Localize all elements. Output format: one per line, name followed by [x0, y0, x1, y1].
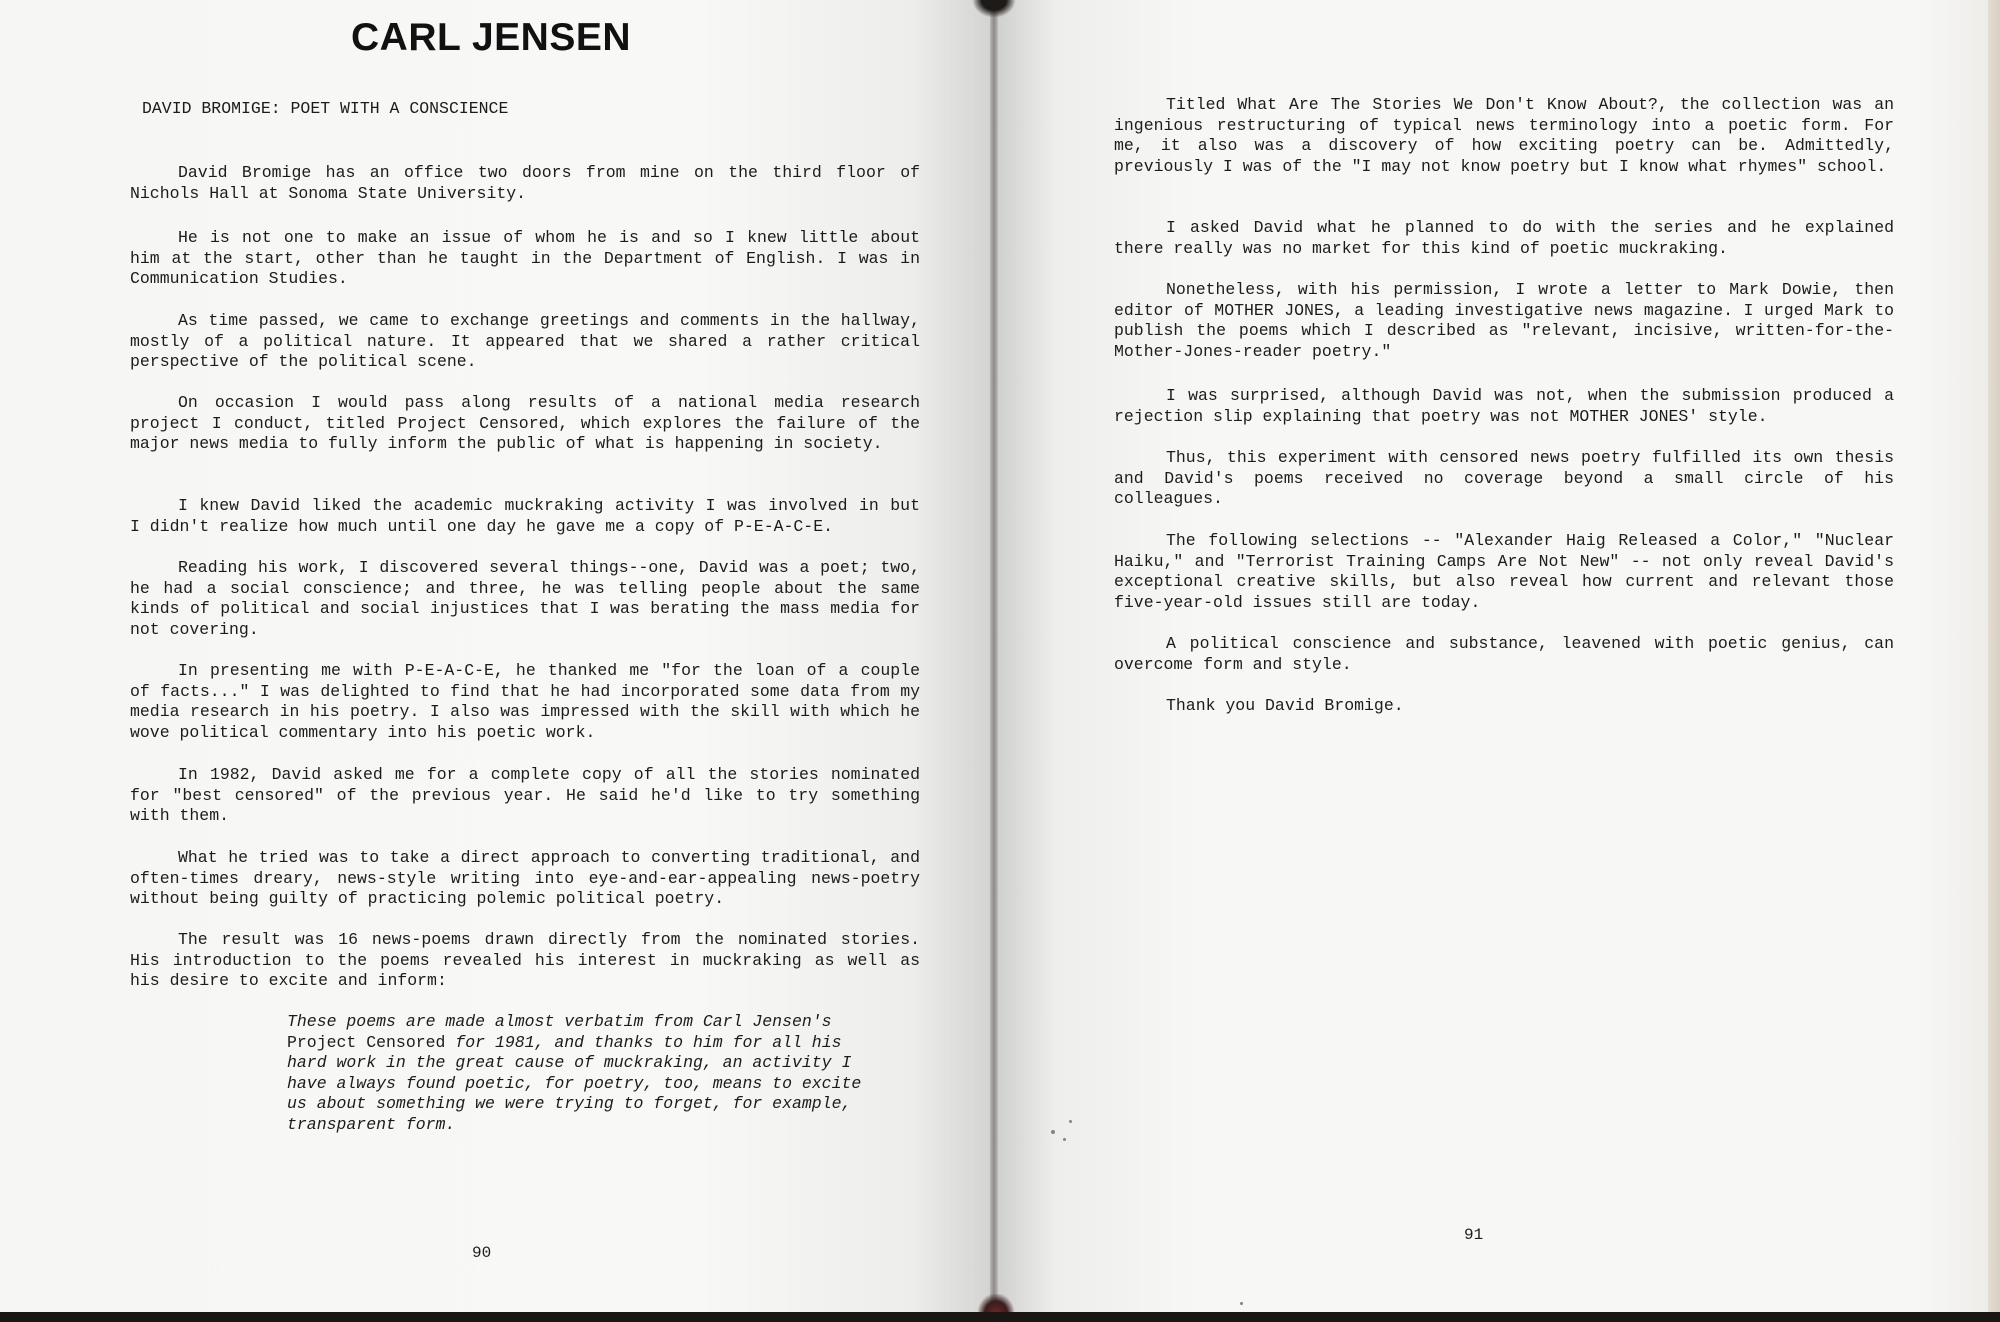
- paragraph: Thus, this experiment with censored news poetry fulfilled its own thesis and David's poems received no coverage beyond a small circle of his colleagues.: [1114, 448, 1894, 508]
- paragraph: He is not one to make an issue of whom he is and so I knew little about him at the start, other than he taught in the Department of English. I was in Communication Studies.: [130, 228, 920, 288]
- spine-shadow-top: [972, 0, 1016, 18]
- paragraph: I knew David liked the academic muckraking activity I was involved in but I didn't realize how much until one day he gave me a copy of P-E-A-C-E.: [130, 496, 920, 536]
- paragraph: The following selections -- "Alexander Haig Released a Color," "Nuclear Haiku," and "Terrorist Training Camps Are Not New" -- not only reveal David's exceptional creative skills, but also reveal how current and relevant those five-year-old issues still are today.: [1114, 531, 1894, 612]
- paragraph: David Bromige has an office two doors from mine on the third floor of Nichols Hall at Sonoma State University.: [130, 163, 920, 203]
- paragraph: In 1982, David asked me for a complete copy of all the stories nominated for "best censored" of the previous year. He said he'd like to try something with them.: [130, 765, 920, 825]
- block-quote: [287, 1012, 887, 1135]
- paragraph: Titled What Are The Stories We Don't Know About?, the collection was an ingenious restructuring of typical news terminology into a poetic form. For me, it also was a discovery of how exciting poetry can be. Admittedly, previously I was of the "I may not know poetry but I know what rhymes" school.: [1114, 95, 1894, 176]
- quote-text: These poems are made almost verbatim from Carl Jensen's: [287, 1012, 832, 1031]
- bottom-edge: [0, 1312, 2000, 1322]
- paragraph: Reading his work, I discovered several things--one, David was a poet; two, he had a social conscience; and three, he was telling people about the same kinds of political and social injustices that I was berating the mass media for not covering.: [130, 558, 920, 639]
- right-page: [996, 0, 2000, 1312]
- paragraph: The result was 16 news-poems drawn directly from the nominated stories. His introduction to the poems revealed his interest in muckraking as well as his desire to excite and inform:: [130, 930, 920, 990]
- paragraph: As time passed, we came to exchange greetings and comments in the hallway, mostly of a political nature. It appeared that we shared a rather critical perspective of the political scene.: [130, 311, 920, 371]
- book-spine: [990, 0, 998, 1312]
- paper-speck: [1051, 1130, 1055, 1134]
- paragraph: I was surprised, although David was not, when the submission produced a rejection slip explaining that poetry was not MOTHER JONES' style.: [1114, 386, 1894, 426]
- paragraph: Nonetheless, with his permission, I wrote a letter to Mark Dowie, then editor of MOTHER JONES, a leading investigative news magazine. I urged Mark to publish the poems which I described as "relevant, incisive, written-for-the-Mother-Jones-reader poetry.": [1114, 280, 1894, 361]
- page-number: 91: [1464, 1226, 1484, 1244]
- paragraph: In presenting me with P-E-A-C-E, he thanked me "for the loan of a couple of facts..." I was delighted to find that he had incorporated some data from my media research in his poetry. I also was impressed with the skill with which he wove political commentary into his poetic work.: [130, 661, 920, 742]
- page-number: 90: [472, 1244, 492, 1262]
- paragraph: What he tried was to take a direct approach to converting traditional, and often-times dreary, news-style writing into eye-and-ear-appealing news-poetry without being guilty of practicing polemic political poetry.: [130, 848, 920, 908]
- spine-shadow-bottom: [978, 1294, 1014, 1314]
- paper-speck: [1063, 1138, 1066, 1141]
- paragraph: On occasion I would pass along results of a national media research project I conduct, titled Project Censored, which explores the failure of the major news media to fully inform the public of what is happening in society.: [130, 393, 920, 453]
- paragraph: A political conscience and substance, leavened with poetic genius, can overcome form and style.: [1114, 634, 1894, 674]
- author-name: CARL JENSEN: [351, 16, 632, 59]
- article-heading: DAVID BROMIGE: POET WITH A CONSCIENCE: [142, 99, 509, 118]
- left-page: [0, 0, 992, 1312]
- paper-speck: [1240, 1302, 1243, 1305]
- paper-speck: [1069, 1120, 1072, 1123]
- quote-title: Project Censored: [287, 1032, 446, 1052]
- quote-text: for 1981, and thanks to him for all his hard work in the great cause of muckraking, an activity I have always found poetic, for poetry, too, means to excite us about something we were trying to forget, for example, transparent form.: [287, 1032, 862, 1134]
- paragraph: I asked David what he planned to do with the series and he explained there really was no market for this kind of poetic muckraking.: [1114, 218, 1894, 258]
- paragraph: Thank you David Bromige.: [1166, 696, 1404, 715]
